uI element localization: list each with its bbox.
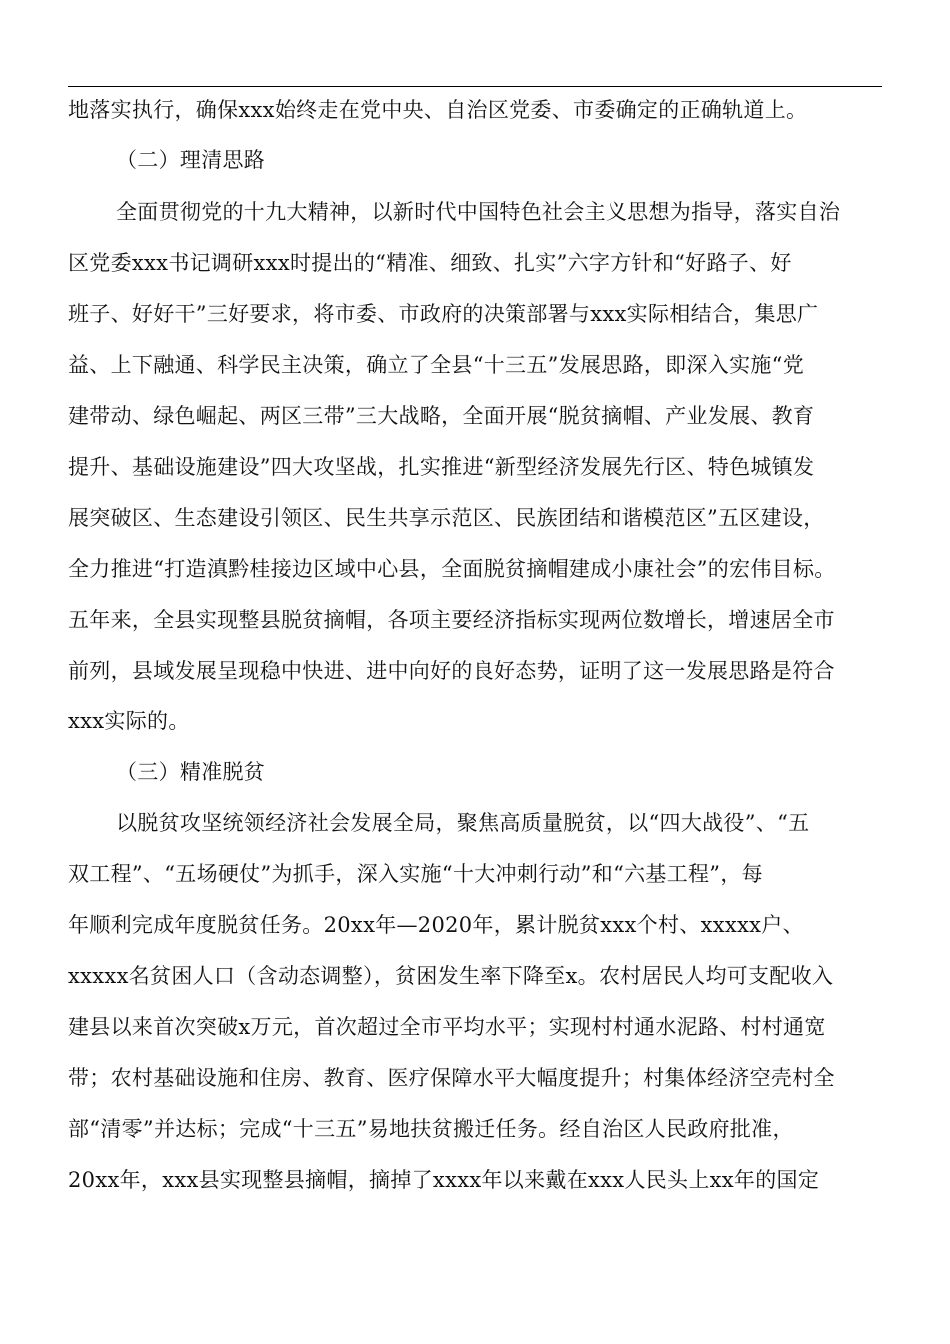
paragraph-line: 建带动、绿色崛起、两区三带”三大战略，全面开展“脱贫摘帽、产业发展、教育 bbox=[68, 404, 815, 428]
section-heading: （三）精准脱贫 bbox=[116, 760, 266, 784]
paragraph-line: 全力推进“打造滇黔桂接边区域中心县，全面脱贫摘帽建成小康社会”的宏伟目标。 bbox=[68, 557, 836, 581]
paragraph-line: 地落实执行，确保xxx始终走在党中央、自治区党委、市委确定的正确轨道上。 bbox=[68, 98, 808, 122]
paragraph-line: 班子、好好干”三好要求，将市委、市政府的决策部署与xxx实际相结合，集思广 bbox=[68, 302, 819, 326]
paragraph-line: 建县以来首次突破x万元，首次超过全市平均水平；实现村村通水泥路、村村通宽 bbox=[68, 1015, 826, 1039]
paragraph-line: 以脱贫攻坚统领经济社会发展全局，聚焦高质量脱贫，以“四大战役”、“五 bbox=[116, 811, 810, 835]
paragraph-line: 益、上下融通、科学民主决策，确立了全县“十三五”发展思路，即深入实施“党 bbox=[68, 353, 805, 377]
paragraph-line: 全面贯彻党的十九大精神，以新时代中国特色社会主义思想为指导，落实自治 bbox=[116, 200, 841, 224]
paragraph-line: 展突破区、生态建设引领区、民生共享示范区、民族团结和谐模范区”五区建设， bbox=[68, 506, 825, 530]
paragraph-line: 区党委xxx书记调研xxx时提出的“精准、细致、扎实”六字方针和“好路子、好 bbox=[68, 251, 792, 275]
paragraph-line: 20xx年，xxx县实现整县摘帽，摘掉了xxxx年以来戴在xxx人民头上xx年的国定 bbox=[68, 1168, 820, 1192]
paragraph-line: xxx实际的。 bbox=[68, 709, 190, 733]
paragraph-line: 前列，县域发展呈现稳中快进、进中向好的良好态势，证明了这一发展思路是符合 bbox=[68, 659, 835, 683]
paragraph-line: 双工程”、“五场硬仗”为抓手，深入实施“十大冲刺行动”和“六基工程”，每 bbox=[68, 862, 763, 886]
paragraph-line: xxxxx名贫困人口（含动态调整），贫困发生率下降至x。农村居民人均可支配收入 bbox=[68, 964, 834, 988]
section-heading: （二）理清思路 bbox=[116, 148, 266, 172]
header-rule bbox=[68, 86, 882, 87]
paragraph-line: 带；农村基础设施和住房、教育、医疗保障水平大幅度提升；村集体经济空壳村全 bbox=[68, 1066, 835, 1090]
paragraph-line: 部“清零”并达标；完成“十三五”易地扶贫搬迁任务。经自治区人民政府批准， bbox=[68, 1117, 794, 1141]
paragraph-line: 年顺利完成年度脱贫任务。20xx年—2020年，累计脱贫xxx个村、xxxxx户、 bbox=[68, 913, 804, 937]
paragraph-line: 五年来，全县实现整县脱贫摘帽，各项主要经济指标实现两位数增长，增速居全市 bbox=[68, 608, 835, 632]
paragraph-line: 提升、基础设施建设”四大攻坚战，扎实推进“新型经济发展先行区、特色城镇发 bbox=[68, 455, 815, 479]
